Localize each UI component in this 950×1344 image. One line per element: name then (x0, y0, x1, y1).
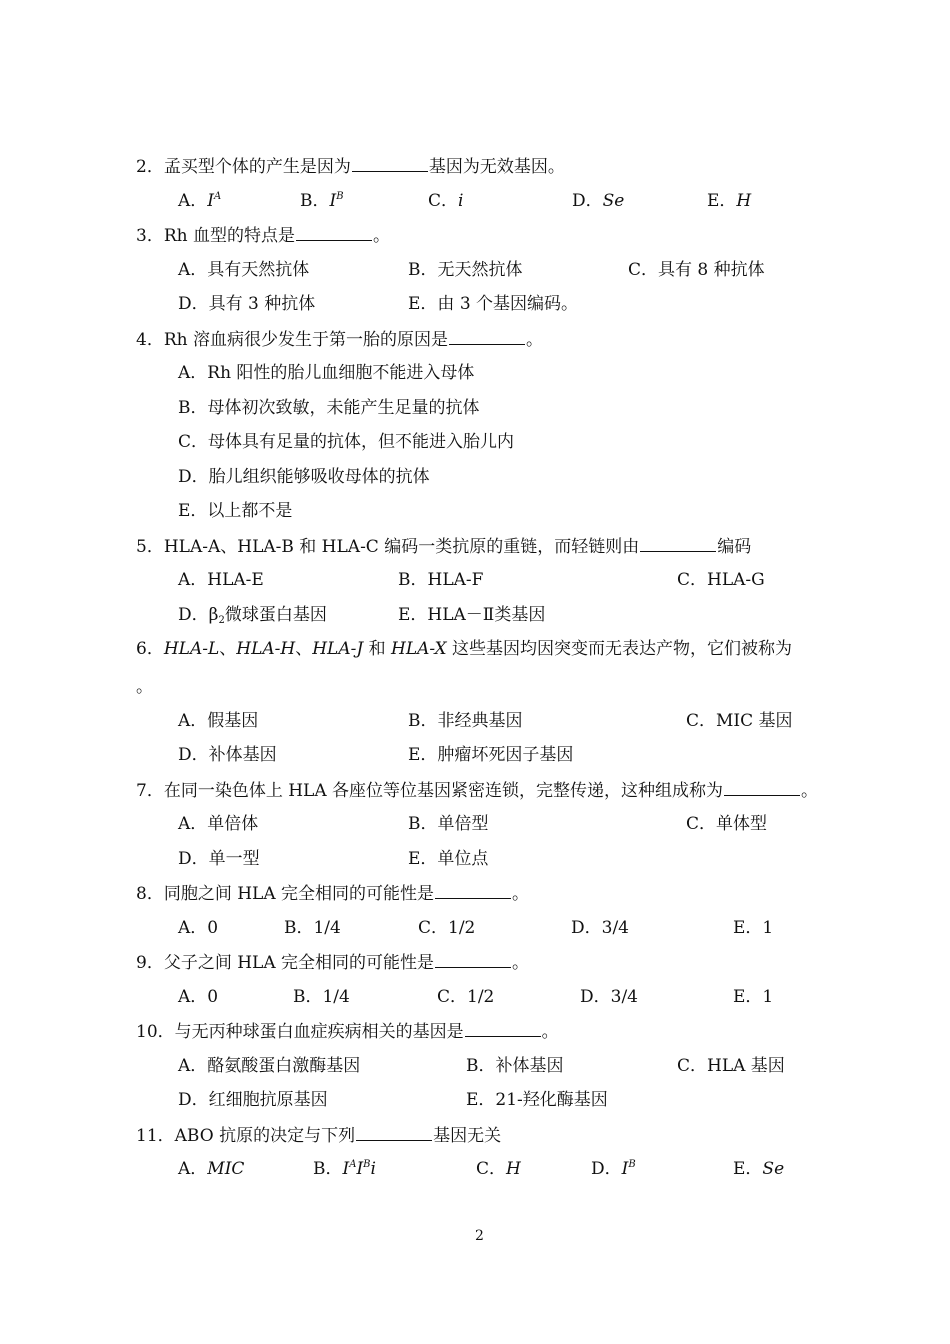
option-a: A．具有天然抗体 (178, 260, 310, 280)
option-a: A．0 (178, 987, 219, 1007)
question-6-continuation: 。 (136, 677, 153, 697)
option-d: D．3/4 (571, 918, 629, 938)
option-d: D．Se (572, 191, 625, 211)
option-b: B．无天然抗体 (408, 260, 523, 280)
option-a: A．HLA-E (178, 570, 264, 590)
answer-blank (296, 224, 372, 241)
option-b: B．补体基因 (466, 1056, 564, 1076)
option-c: C．单体型 (686, 814, 768, 834)
option-d: D．胎儿组织能够吸收母体的抗体 (178, 467, 430, 487)
option-b: B．母体初次致敏，未能产生足量的抗体 (178, 398, 480, 418)
option-d: D．3/4 (580, 987, 638, 1007)
question-10: 10．与无丙种球蛋白血症疾病相关的基因是 。 (136, 1022, 559, 1042)
question-7: 7．在同一染色体上 HLA 各座位等位基因紧密连锁，完整传递，这种组成称为 。 (136, 781, 819, 801)
option-d: D．$\beta_2$微球蛋白基因 (178, 605, 327, 626)
answer-blank (352, 155, 428, 172)
option-b: B．$I^AI^Bi$ (313, 1159, 376, 1179)
option-c: C．i (428, 191, 464, 211)
option-c: C．H (476, 1159, 521, 1179)
option-c: C．HLA 基因 (677, 1056, 785, 1076)
option-e: E．1 (733, 918, 774, 938)
option-e: E．肿瘤坏死因子基因 (408, 745, 574, 765)
question-8: 8．同胞之间 HLA 完全相同的可能性是 。 (136, 884, 530, 904)
option-e: E．1 (733, 987, 774, 1007)
option-e: E．单位点 (408, 849, 489, 869)
option-a: A．$I^A$ (178, 191, 222, 211)
option-c: C．HLA-G (677, 570, 765, 590)
option-d: D．红细胞抗原基因 (178, 1090, 328, 1110)
question-3: 3．Rh 血型的特点是 。 (136, 226, 390, 246)
option-a: A．Rh 阳性的胎儿血细胞不能进入母体 (178, 363, 475, 383)
option-d: D．具有 3 种抗体 (178, 294, 316, 314)
option-a: A．MIC (178, 1159, 245, 1179)
option-d: D．$I^B$ (591, 1159, 636, 1179)
option-a: A．酪氨酸蛋白激酶基因 (178, 1056, 361, 1076)
option-b: B．单倍型 (408, 814, 489, 834)
question-11: 11．ABO 抗原的决定与下列 基因无关 (136, 1126, 502, 1146)
option-b: B．1/4 (284, 918, 341, 938)
option-e: E．Se (733, 1159, 785, 1179)
answer-blank (465, 1020, 541, 1037)
answer-blank (435, 882, 511, 899)
option-e: E．H (707, 191, 752, 211)
option-a: A．0 (178, 918, 219, 938)
answer-blank (356, 1124, 432, 1141)
answer-blank (640, 535, 716, 552)
question-4: 4．Rh 溶血病很少发生于第一胎的原因是 。 (136, 330, 543, 350)
option-e: E．由 3 个基因编码。 (408, 294, 579, 314)
question-6: 6．HLA-L、HLA-H、HLA-J 和 HLA-X 这些基因均因突变而无表达产物，它们被称为 (136, 639, 793, 659)
option-b: B．非经典基因 (408, 711, 523, 731)
option-b: B．HLA-F (398, 570, 484, 590)
option-a: A．单倍体 (178, 814, 259, 834)
answer-blank (435, 951, 511, 968)
option-e: E．HLA－Ⅱ类基因 (398, 605, 546, 625)
option-b: B．$I^B$ (300, 191, 344, 211)
option-c: C．1/2 (418, 918, 476, 938)
option-e: E．21-羟化酶基因 (466, 1090, 608, 1110)
option-b: B．1/4 (293, 987, 350, 1007)
option-a: A．假基因 (178, 711, 259, 731)
question-5: 5．HLA-A、HLA-B 和 HLA-C 编码一类抗原的重链，而轻链则由 编码 (136, 537, 752, 557)
option-d: D．补体基因 (178, 745, 277, 765)
answer-blank (724, 779, 800, 796)
page-number: 2 (475, 1228, 484, 1244)
option-c: C．母体具有足量的抗体，但不能进入胎儿内 (178, 432, 515, 452)
option-e: E．以上都不是 (178, 501, 293, 521)
option-c: C．1/2 (437, 987, 495, 1007)
answer-blank (449, 328, 525, 345)
question-2: 2．孟买型个体的产生是因为 基因为无效基因。 (136, 157, 565, 177)
option-c: C．具有 8 种抗体 (628, 260, 765, 280)
option-c: C．MIC 基因 (686, 711, 793, 731)
option-d: D．单一型 (178, 849, 260, 869)
question-9: 9．父子之间 HLA 完全相同的可能性是 。 (136, 953, 530, 973)
